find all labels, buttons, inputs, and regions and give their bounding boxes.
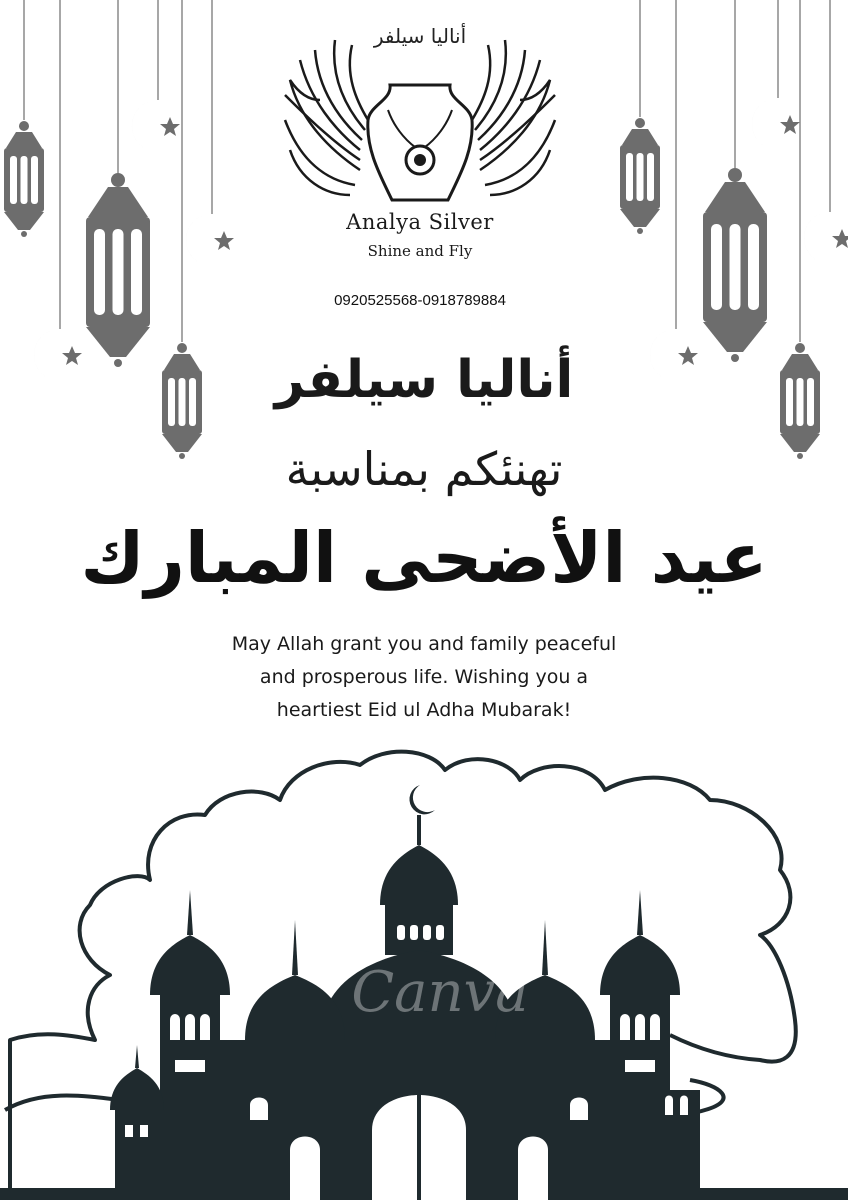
message-line: May Allah grant you and family peaceful <box>231 633 617 655</box>
greeting-title: أناليا سيلفر <box>274 350 574 410</box>
message-line: and prosperous life. Wishing you a <box>259 666 589 688</box>
phone-numbers: 0920525568-0918789884 <box>334 292 506 309</box>
canva-watermark: Canva <box>351 960 529 1025</box>
brand-name-arabic: أناليا سيلفر <box>373 24 467 48</box>
brand-name: Analya Silver <box>346 210 494 234</box>
greeting-subtitle: تهنئكم بمناسبة <box>285 442 563 496</box>
brand-tagline: Shine and Fly <box>367 242 473 260</box>
message-line: heartiest Eid ul Adha Mubarak! <box>276 699 572 721</box>
occasion-heading: عيد الأضحى المبارك <box>80 517 768 599</box>
